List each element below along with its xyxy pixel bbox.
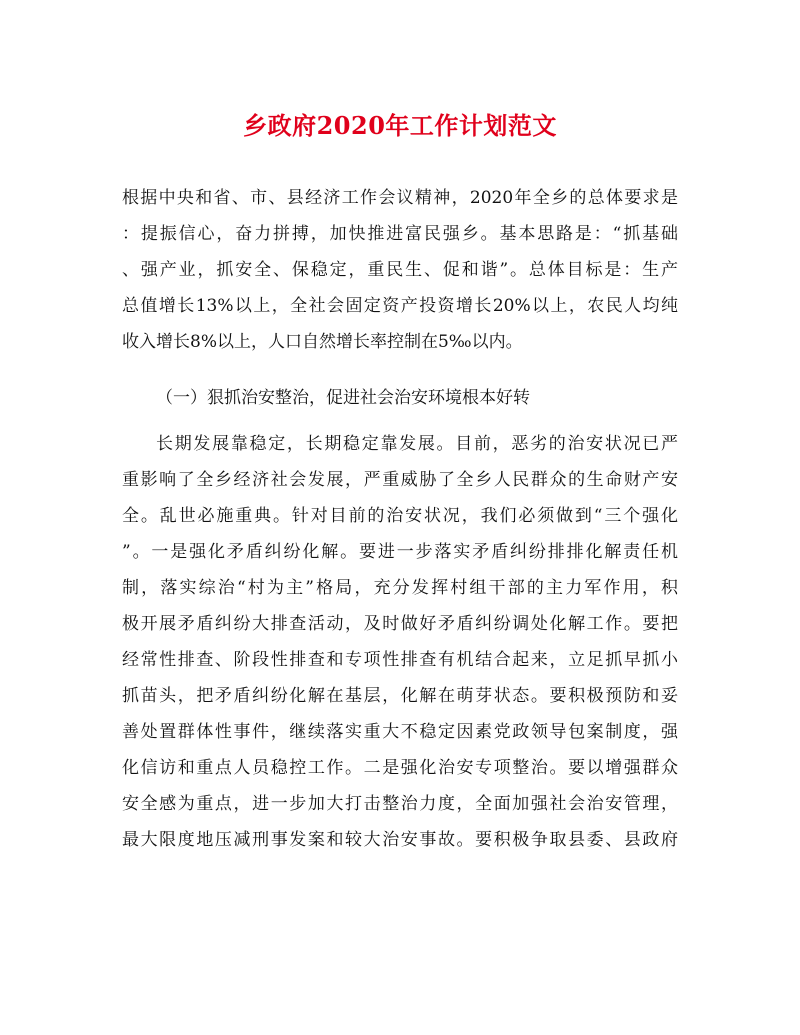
paragraph-line: 长期发展靠稳定，长期稳定靠发展。目前，恶劣的治安状况已严 <box>156 434 678 454</box>
paragraph-line: 安全感为重点，进一步加大打击整治力度，全面加强社会治安管理， <box>122 794 678 814</box>
paragraph-line: 经常性排查、阶段性排查和专项性排查有机结合起来，立足抓早抓小 <box>122 650 678 670</box>
paragraph-line: ”。一是强化矛盾纠纷化解。要进一步落实矛盾纠纷排排化解责任机 <box>122 542 678 562</box>
paragraph-line: ：提振信心，奋力拼搏，加快推进富民强乡。基本思路是：“抓基础 <box>122 224 678 244</box>
paragraph-line: 收入增长8%以上，人口自然增长率控制在5‰以内。 <box>122 332 523 352</box>
paragraph-line: 重影响了全乡经济社会发展，严重威胁了全乡人民群众的生命财产安 <box>122 470 678 490</box>
paragraph-line: 全。乱世必施重典。针对目前的治安状况，我们必须做到“三个强化 <box>122 506 678 526</box>
paragraph-line: 抓苗头，把矛盾纠纷化解在基层，化解在萌芽状态。要积极预防和妥 <box>122 686 678 706</box>
paragraph-1 <box>122 180 678 360</box>
paragraph-line: 最大限度地压减刑事发案和较大治安事故。要积极争取县委、县政府 <box>122 830 678 850</box>
section-heading-text: （一）狠抓治安整治，促进社会治安环境根本好转 <box>156 388 530 408</box>
document-title: 乡政府2020年工作计划范文 <box>243 111 557 140</box>
paragraph-line: 化信访和重点人员稳控工作。二是强化治安专项整治。要以增强群众 <box>122 758 678 778</box>
paragraph-line: 根据中央和省、市、县经济工作会议精神，2020年全乡的总体要求是 <box>122 188 678 208</box>
paragraph-line: 制，落实综治“村为主”格局，充分发挥村组干部的主力军作用，积 <box>122 578 678 598</box>
paragraph-line: 总值增长13%以上，全社会固定资产投资增长20%以上，农民人均纯 <box>122 296 678 316</box>
paragraph-line: 善处置群体性事件，继续落实重大不稳定因素党政领导包案制度，强 <box>122 722 678 742</box>
paragraph-line: 极开展矛盾纠纷大排查活动，及时做好矛盾纠纷调处化解工作。要把 <box>122 614 678 634</box>
paragraph-2 <box>122 426 678 858</box>
section-heading-1 <box>122 380 678 416</box>
paragraph-line: 、强产业，抓安全、保稳定，重民生、促和谐”。总体目标是：生产 <box>122 260 678 280</box>
